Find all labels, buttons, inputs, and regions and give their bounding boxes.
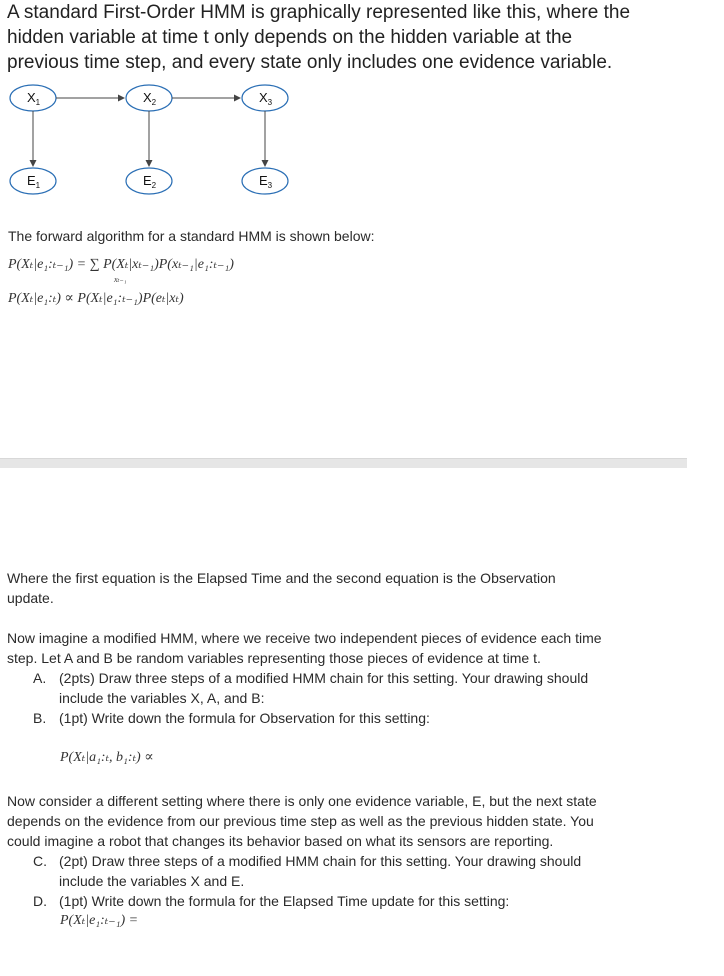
explain-line-2: update. bbox=[7, 590, 54, 606]
question-c bbox=[33, 851, 673, 891]
question-c-line-1: (2pt) Draw three steps of a modified HMM chain for this setting. Your drawing should bbox=[59, 853, 582, 869]
intro-line-2: hidden variable at time t only depends on the hidden variable at the bbox=[7, 27, 573, 48]
forward-equation-1-sum-subscript: xₜ₋₁ bbox=[114, 275, 127, 284]
node-x2-label: $X_2$ bbox=[143, 90, 157, 107]
question-c-line-2: include the variables X and E. bbox=[59, 873, 245, 889]
question-a-line-2: include the variables X, A, and B: bbox=[59, 690, 265, 706]
question-a-line-1: (2pts) Draw three steps of a modified HMM chain for this setting. Your drawing should bbox=[59, 670, 589, 686]
question-d-text: (1pt) Write down the formula for the Elapsed Time update for this setting: bbox=[59, 893, 510, 909]
node-e1-label: $E_1$ bbox=[27, 173, 41, 190]
question-d-formula: P(Xₜ|e₁:ₜ₋₁) = bbox=[60, 913, 139, 928]
question-a-label: A. bbox=[33, 670, 47, 686]
node-x3-label: $X_3$ bbox=[259, 90, 273, 107]
different-line-3: could imagine a robot that changes its behavior based on what its sensors are reporting. bbox=[7, 833, 554, 849]
modified-paragraph bbox=[7, 628, 707, 668]
explain-paragraph bbox=[7, 568, 697, 608]
node-x1-label: $X_1$ bbox=[27, 90, 41, 107]
question-b-formula: P(Xₜ|a₁:ₜ, b₁:ₜ) ∝ bbox=[60, 750, 154, 765]
forward-equation-1: P(Xₜ|e₁:ₜ₋₁) = ∑ P(Xₜ|xₜ₋₁)P(xₜ₋₁|e₁:ₜ₋₁) bbox=[8, 257, 234, 272]
modified-line-2: step. Let A and B be random variables representing those pieces of evidence at time t. bbox=[7, 650, 541, 666]
forward-heading: The forward algorithm for a standard HMM is shown below: bbox=[8, 228, 375, 244]
modified-line-1: Now imagine a modified HMM, where we receive two independent pieces of evidence each time bbox=[7, 630, 602, 646]
question-b-label: B. bbox=[33, 710, 47, 726]
hmm-diagram bbox=[0, 78, 320, 200]
different-line-2: depends on the evidence from our previous time step as well as the previous hidden state. You bbox=[7, 813, 594, 829]
question-d-label: D. bbox=[33, 893, 47, 909]
different-line-1: Now consider a different setting where there is only one evidence variable, E, but the next state bbox=[7, 793, 597, 809]
intro-paragraph bbox=[7, 0, 707, 75]
question-c-label: C. bbox=[33, 853, 47, 869]
page-divider bbox=[0, 458, 687, 468]
question-d bbox=[33, 891, 673, 911]
node-e3-label: $E_3$ bbox=[259, 173, 273, 190]
question-a-text bbox=[59, 668, 659, 708]
question-c-text bbox=[59, 851, 659, 891]
intro-line-3: previous time step, and every state only includes one evidence variable. bbox=[7, 52, 613, 73]
forward-equation-2: P(Xₜ|e₁:ₜ) ∝ P(Xₜ|e₁:ₜ₋₁)P(eₜ|xₜ) bbox=[8, 291, 184, 306]
different-paragraph bbox=[7, 791, 707, 851]
explain-line-1: Where the first equation is the Elapsed Time and the second equation is the Observation bbox=[7, 570, 556, 586]
intro-line-1: A standard First-Order HMM is graphically represented like this, where the bbox=[7, 2, 631, 23]
node-e2-label: $E_2$ bbox=[143, 173, 157, 190]
question-b-text: (1pt) Write down the formula for Observation for this setting: bbox=[59, 710, 430, 726]
question-b bbox=[33, 708, 673, 728]
question-a bbox=[33, 668, 673, 708]
